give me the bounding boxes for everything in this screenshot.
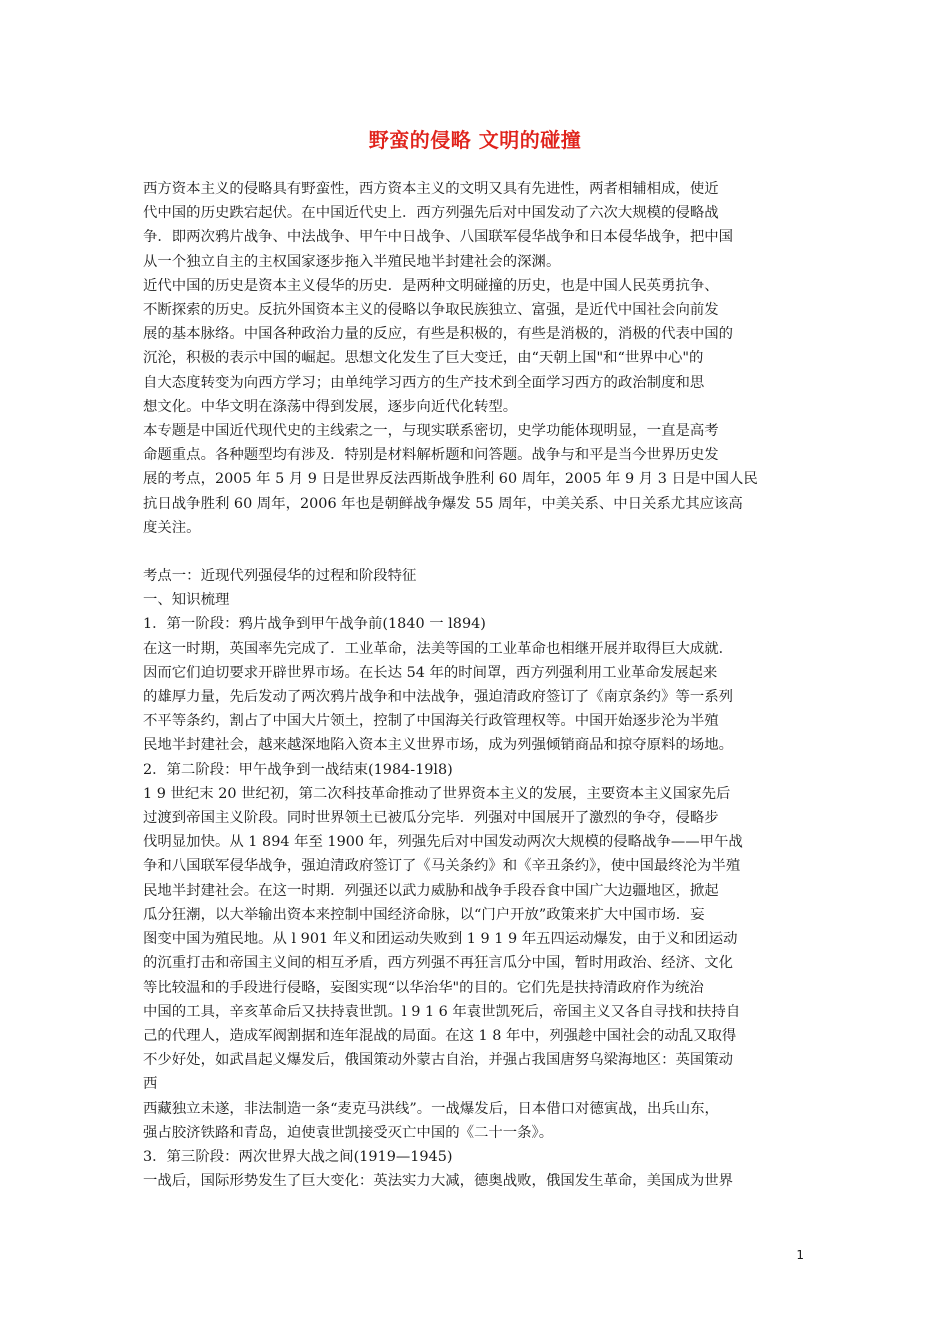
text-line: 1 9 世纪末 20 世纪初，第二次科技革命推动了世界资本主义的发展，主要资本主义国家先后 [143, 785, 731, 802]
text-line: 一战后，国际形势发生了巨大变化：英法实力大减，德奥战败，俄国发生革命，美国成为世界 [143, 1173, 734, 1190]
text-line: 过渡到帝国主义阶段。同时世界领土已被瓜分完毕．列强对中国展开了激烈的争夺，侵略步 [143, 810, 719, 827]
text-line: 的雄厚力量，先后发动了两次鸦片战争和中法战争，强迫清政府签订了《南京条约》等一系列 [143, 689, 734, 706]
text-line: 沉沦，积极的表示中国的崛起。思想文化发生了巨大变迁，由“天朝上国"和“世界中心"的 [143, 350, 704, 367]
page-number: 1 [796, 1248, 804, 1262]
text-line: 命题重点。各种题型均有涉及．特别是材料解析题和问答题。战争与和平是当今世界历史发 [143, 447, 719, 464]
text-line: 自大态度转变为向西方学习；由单纯学习西方的生产技术到全面学习西方的政治制度和思 [143, 374, 705, 391]
document-body [143, 177, 821, 1193]
text-line: 从一个独立自主的主权国家逐步拖入半殖民地半封建社会的深渊。 [143, 253, 561, 270]
text-line: 争和八国联军侵华战争，强迫清政府签订了《马关条约》和《辛丑条约》，使中国最终沦为半殖 [143, 858, 741, 875]
text-line: 民地半封建社会。在这一时期．列强还以武力威胁和战争手段吞食中国广大边疆地区，掀起 [143, 882, 719, 899]
text-line: 瓜分狂潮，以大举输出资本来控制中国经济命脉，以“门户开放”政策来扩大中国市场．妄 [143, 906, 705, 923]
text-line: 等比较温和的手段进行侵略，妄图实现“以华治华"的目的。它们先是扶持清政府作为统治 [143, 979, 704, 996]
text-line: 民地半封建社会，越来越深地陷入资本主义世界市场，成为列强倾销商品和掠夺原料的场地。 [143, 737, 734, 754]
text-line: 一、知识梳理 [143, 592, 230, 609]
text-line: 抗日战争胜利 60 周年，2006 年也是朝鲜战争爆发 55 周年，中美关系、中日关系尤其应该高 [143, 495, 743, 512]
text-line: 度关注。 [143, 519, 201, 536]
text-line: 代中国的历史跌宕起伏。在中国近代史上．西方列强先后对中国发动了六次大规模的侵略战 [143, 205, 719, 222]
text-line: 中国的工具，辛亥革命后又扶持袁世凯。l 9 1 6 年袁世凯死后，帝国主义又各自寻找和扶持自 [143, 1003, 741, 1020]
text-line: 不少好处，如武昌起义爆发后，俄国策动外蒙古自治，并强占我国唐努乌梁海地区：英国策动 [143, 1052, 734, 1069]
text-line: 想文化。中华文明在涤荡中得到发展，逐步向近代化转型。 [143, 398, 518, 415]
text-line: 近代中国的历史是资本主义侵华的历史．是两种文明碰撞的历史，也是中国人民英勇抗争、 [143, 277, 719, 294]
text-line: 3．第三阶段：两次世界大战之间(1919—1945) [143, 1148, 453, 1165]
text-line: 1．第一阶段：鸦片战争到甲午战争前(1840 一 l894) [143, 616, 486, 633]
text-line: 西方资本主义的侵略具有野蛮性，西方资本主义的文明又具有先进性，两者相辅相成，使近 [143, 181, 719, 197]
text-line: 2．第二阶段：甲午战争到一战结束(1984-19l8) [143, 761, 453, 778]
text-line: 图变中国为殖民地。从 l 901 年义和团运动失败到 1 9 1 9 年五四运动爆发，由于义和团运动 [143, 931, 738, 948]
text-line: 西藏独立未遂，非法制造一条“麦克马洪线”。一战爆发后，日本借口对德寅战，出兵山东， [143, 1100, 719, 1117]
text-line: 的沉重打击和帝国主义间的相互矛盾，西方列强不再狂言瓜分中国，暂时用政治、经济、文化 [143, 955, 734, 972]
text-line: 争．即两次鸦片战争、中法战争、甲午中日战争、八国联军侵华战争和日本侵华战争，把中国 [143, 229, 734, 246]
text-line: 展的基本脉络。中国各种政治力量的反应，有些是积极的，有些是消极的，消极的代表中国的 [143, 326, 734, 343]
text-line: 强占胶济铁路和青岛，迫使袁世凯接受灭亡中国的《二十一条》。 [143, 1124, 554, 1141]
text-line: 因而它们迫切要求开辟世界市场。在长达 54 年的时间罩，西方列强利用工业革命发展起来 [143, 664, 718, 681]
text-line: 己的代理人，造成军阀割据和连年混战的局面。在这 1 8 年中，列强趁中国社会的动乱又取得 [143, 1027, 737, 1044]
blank-line [143, 540, 821, 564]
text-line: 不断探索的历史。反抗外国资本主义的侵略以争取民族独立、富强，是近代中国社会向前发 [143, 302, 719, 319]
text-line: 考点一：近现代列强侵华的过程和阶段特征 [143, 568, 417, 585]
document-title: 野蛮的侵略 文明的碰撞 [368, 128, 582, 152]
text-line: 伐明显加快。从 1 894 年至 1900 年，列强先后对中国发动两次大规模的侵略战争——甲午战 [143, 834, 743, 851]
text-line: 不平等条约，割占了中国大片领土，控制了中国海关行政管理权等。中国开始逐步沦为半殖 [143, 713, 719, 730]
text-line: 西 [143, 1076, 158, 1093]
text-line: 本专题是中国近代现代史的主线索之一，与现实联系密切，史学功能体现明显，一直是高考 [143, 423, 719, 440]
text-line: 在这一时期，英国率先完成了．工业革命，法美等国的工业革命也相继开展并取得巨大成就． [143, 640, 734, 657]
text-line: 展的考点，2005 年 5 月 9 日是世界反法西斯战争胜利 60 周年，2005 年 9 月 3 日是中国人民 [143, 471, 758, 488]
